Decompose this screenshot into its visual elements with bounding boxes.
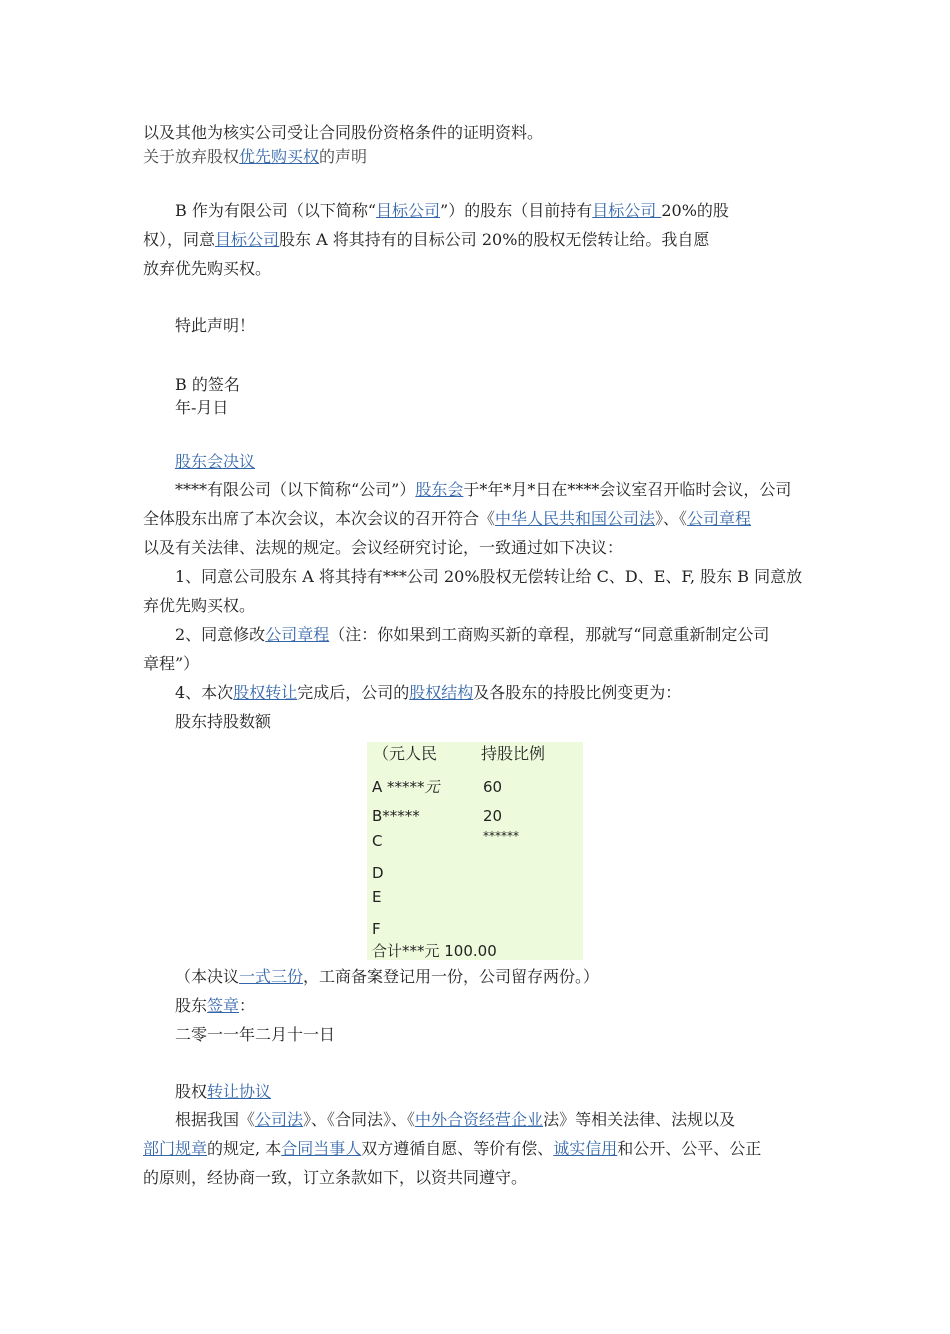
table-row-d: D [372, 864, 384, 882]
text: 的声明 [319, 147, 368, 166]
text: ****有限公司（以下简称“公司”） [175, 480, 416, 499]
paragraph: 以及其他为核实公司受让合同股份资格条件的证明资料。 [143, 123, 544, 142]
table-row-b-ratio: 20 [483, 807, 503, 825]
text: 》、《合同法》、《 [303, 1110, 416, 1129]
text: 的规定, 本 [207, 1139, 282, 1158]
link-regulations[interactable]: 部门规章 [143, 1139, 208, 1158]
resolution-line: 1、同意公司股东 A 将其持有***公司 20%股权无偿转让给 C、D、E、F, 股东 B 同意放 [175, 567, 803, 586]
text: A ***** [372, 778, 425, 796]
resolution-line [143, 509, 751, 529]
text: 4、本次 [175, 683, 234, 702]
waiver-line [175, 201, 729, 221]
text: 全体股东出席了本次会议，本次会议的召开符合《 [143, 509, 496, 528]
text: 股权 [175, 1082, 208, 1101]
link-articles[interactable]: 公司章程 [687, 509, 752, 528]
resolution-line: 股东持股数额 [175, 712, 272, 731]
text: ，工商备案登记用一份，公司留存两份。） [303, 967, 600, 986]
link-target-company[interactable]: 目标公司 [592, 201, 662, 220]
text: 》、《 [655, 509, 688, 528]
table-row-e: E [372, 888, 382, 906]
text: ”）的股东（目前持有 [440, 201, 593, 220]
text: 完成后，公司的 [297, 683, 410, 702]
text: 法》等相关法律、法规以及 [543, 1110, 736, 1129]
link-transfer-agreement[interactable]: 转让协议 [207, 1082, 272, 1101]
link-good-faith[interactable]: 诚实信用 [553, 1139, 618, 1158]
text: 股东 [175, 996, 208, 1015]
text: 2、同意修改 [175, 625, 266, 644]
table-row-c: C [372, 832, 383, 850]
text: ： [239, 996, 256, 1015]
link-signature[interactable]: 签章 [207, 996, 240, 1015]
resolution-line: 弃优先购买权。 [143, 596, 256, 615]
text: 股东 A 将其持有的目标公司 20%的股权无偿转让给。我自愿 [279, 230, 710, 249]
stamp-line [175, 996, 255, 1016]
table-total: 合计***元 100.00 [372, 942, 497, 960]
table-header-ratio: 持股比例 [481, 744, 546, 763]
link-preemptive-right[interactable]: 优先购买权 [239, 147, 320, 166]
waiver-heading [143, 147, 367, 167]
link-shareholders-meeting[interactable]: 股东会 [415, 480, 464, 499]
transfer-line: 的原则，经协商一致，订立条款如下，以资共同遵守。 [143, 1168, 528, 1187]
copies-note [175, 967, 599, 987]
resolution-line [175, 683, 681, 703]
text: 及各股东的持股比例变更为： [473, 683, 682, 702]
text: 根据我国《 [175, 1110, 256, 1129]
transfer-line [143, 1139, 761, 1159]
table-row-a-ratio: 60 [483, 778, 503, 796]
link-target-company[interactable]: 目标公司 [215, 230, 280, 249]
text: B 作为有限公司（以下简称“ [175, 201, 377, 220]
link-target-company[interactable]: 目标公司 [376, 201, 441, 220]
shareholding-table [367, 742, 583, 960]
resolution-line: 章程”） [143, 654, 200, 673]
text: 和公开、公平、公正 [617, 1139, 762, 1158]
text: （注：你如果到工商购买新的章程，那就写“同意重新制定公司 [329, 625, 770, 644]
text: 双方遵循自愿、等价有偿、 [361, 1139, 554, 1158]
text: 权），同意 [143, 230, 216, 249]
link-parties[interactable]: 合同当事人 [281, 1139, 362, 1158]
resolution-line: 以及有关法律、法规的规定。会议经研究讨论，一致通过如下决议： [143, 538, 624, 557]
text: 元 [424, 778, 440, 796]
text: 于*年*月*日在****会议室召开临时会议，公司 [463, 480, 792, 499]
table-row-b-note: ****** [483, 829, 519, 843]
table-row-a-name [372, 778, 440, 796]
resolution-line [175, 625, 769, 645]
resolution-title-link[interactable]: 股东会决议 [175, 452, 256, 471]
link-company-law[interactable]: 中华人民共和国公司法 [495, 509, 656, 528]
waiver-line: 放弃优先购买权。 [143, 259, 272, 278]
resolution-line [175, 480, 791, 500]
waiver-line [143, 230, 709, 250]
declaration-text: 特此声明！ [175, 316, 256, 335]
link-equity-transfer[interactable]: 股权转让 [233, 683, 298, 702]
text: 20%的股 [661, 201, 729, 220]
link-company-law[interactable]: 公司法 [255, 1110, 304, 1129]
resolution-date: 二零一一年二月十一日 [175, 1025, 336, 1044]
table-row-b-name: B***** [372, 807, 420, 825]
date-label: 年-月日 [175, 398, 229, 417]
link-joint-venture[interactable]: 中外合资经营企业 [415, 1110, 544, 1129]
transfer-line [175, 1110, 735, 1130]
table-header-amount: （元人民 [373, 744, 438, 763]
text: （本决议 [175, 967, 240, 986]
transfer-title [175, 1082, 271, 1102]
text: 关于放弃股权 [143, 147, 240, 166]
signature-label: B 的签名 [175, 375, 240, 394]
link-triplicate[interactable]: 一式三份 [239, 967, 304, 986]
link-articles[interactable]: 公司章程 [265, 625, 330, 644]
link-equity-structure[interactable]: 股权结构 [409, 683, 474, 702]
table-row-f: F [372, 920, 381, 938]
